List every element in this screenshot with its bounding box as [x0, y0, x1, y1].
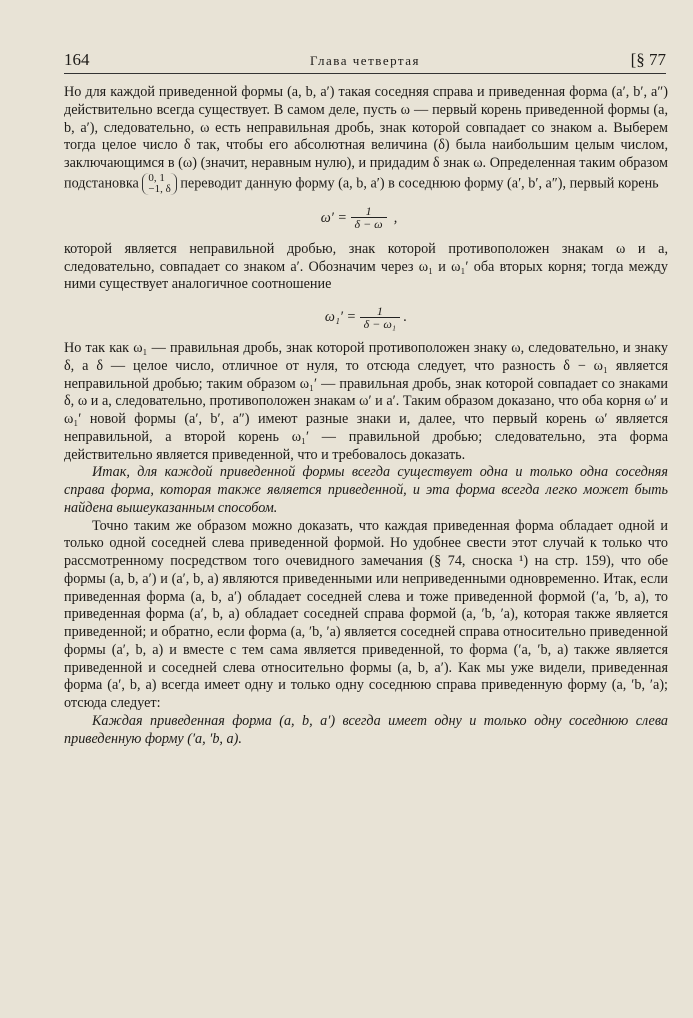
- substitution-matrix: [142, 173, 176, 195]
- paragraph-1: [64, 84, 668, 195]
- formula-omega-prime: [64, 199, 668, 237]
- formula-2-fraction: [360, 305, 400, 330]
- page-number: 164: [64, 50, 90, 69]
- formula-2-lhs: ω₁′ =: [324, 308, 357, 325]
- formula-2-denominator: δ − ω₁: [363, 316, 396, 331]
- running-header: [64, 50, 666, 72]
- paragraph-5: Точно таким же образом можно доказать, что каждая приведенная форма обладает одной и только одной соседней слева приведенной формой. Но удобнее свести этот случай к только что рассмотренному посредством того очевидного замечания (§ 74, сноска ¹) на стр. 159), что обе формы (a, b, a′) и (a′, b, a) являются приведенными или неприведенными одновременно. Итак, если приведенная форма (a, b, a′) обладает соседней слева и тоже приведенной формой (′a, ′b, a), то приведенная форма (a′, b, a) обладает соседней справа формой (a, ′b, ′a), которая также является приведенной; и обратно, если форма (a, ′b, ′a) является соседней справа относительно приведенной формы (a′, b, a) и вместе с тем сама является приведенной, то форма (′a, ′b, a) также является приведенной и соседней слева относительно формы (a, b, a′). Как мы уже видели, приведенная форма (a′, b, a) всегда имеет одну и только одну соседнюю справа приведенную форму (a, ′b, ′a); отсюда следует:: [64, 517, 668, 711]
- formula-1-punct: ,: [393, 209, 398, 226]
- paragraph-3: Но так как ω₁ — правильная дробь, знак которой противоположен знаку ω, следовательно, и знаку δ, а δ — целое число, отличное от нуля, то отсюда следует, что разность δ − ω₁ является неправильной дробью; таким образом ω₁′ — правильная дробь, знак которой совпадает со знаками δ, ω и a, следовательно, противоположен знакам ω′ и a′. Таким образом доказано, что оба корня ω′ и ω₁′ новой формы (a′, b′, a″) имеют разные знаки и, далее, что первый корень ω′ является неправильной, а второй корень ω₁′ — правильной дробью; следовательно, эта форма действительно является приведенной, что и требовалось доказать.: [64, 340, 668, 463]
- paragraph-1-start: Но для каждой приведенной формы (a, b, a′) такая соседняя справа и приведенная форма (a′, b′, a″) действительно всегда существует. В самом деле, пусть ω — первый корень приведенной формы (a, b, a′), следовательно, ω есть неправильная дробь, знак которой совпадает со знаком a. Выберем тогда целое число δ так, чтобы его абсолютная величина (δ) была наибольшим целым числом, заключающимся в (ω) (значит, неравным нулю), и придадим δ знак ω. Определенная таким образом подстановка: [64, 84, 668, 192]
- formula-2-punct: .: [403, 308, 408, 325]
- formula-1-fraction: [351, 205, 387, 230]
- body-text: [64, 84, 668, 748]
- theorem-right-neighbor: Итак, для каждой приведенной формы всегда существует одна и только одна соседняя справа форма, которая также является приведенной, и эта форма всегда легко может быть найдена вышеуказанным способом.: [64, 464, 668, 516]
- paragraph-2: которой является неправильной дробью, знак которой противоположен знакам ω и a, следовательно, совпадает со знаком a′. Обозначим через ω₁ и ω₁′ оба вторых корня; тогда между ними существует аналогичное соотношение: [64, 240, 668, 293]
- formula-1-lhs: ω′ =: [320, 209, 347, 226]
- section-marker: [§ 77: [630, 50, 666, 69]
- formula-2-numerator: 1: [360, 305, 400, 318]
- formula-1-denominator: δ − ω: [354, 217, 383, 232]
- formula-omega1-prime: [64, 298, 668, 336]
- chapter-title: Глава четвертая: [309, 53, 421, 68]
- matrix-top-row: 0, 1: [148, 171, 165, 184]
- paragraph-1-end: переводит данную форму (a, b, a′) в соседнюю форму (a′, b′, a″), первый корень: [180, 175, 659, 192]
- matrix-bottom-row: −1, δ: [148, 182, 171, 195]
- theorem-left-neighbor: Каждая приведенная форма (a, b, a′) всегда имеет одну и только одну соседнюю слева приведенную форму (′a, ′b, a).: [64, 712, 668, 747]
- formula-1-numerator: 1: [351, 205, 387, 218]
- header-rule: [64, 73, 666, 74]
